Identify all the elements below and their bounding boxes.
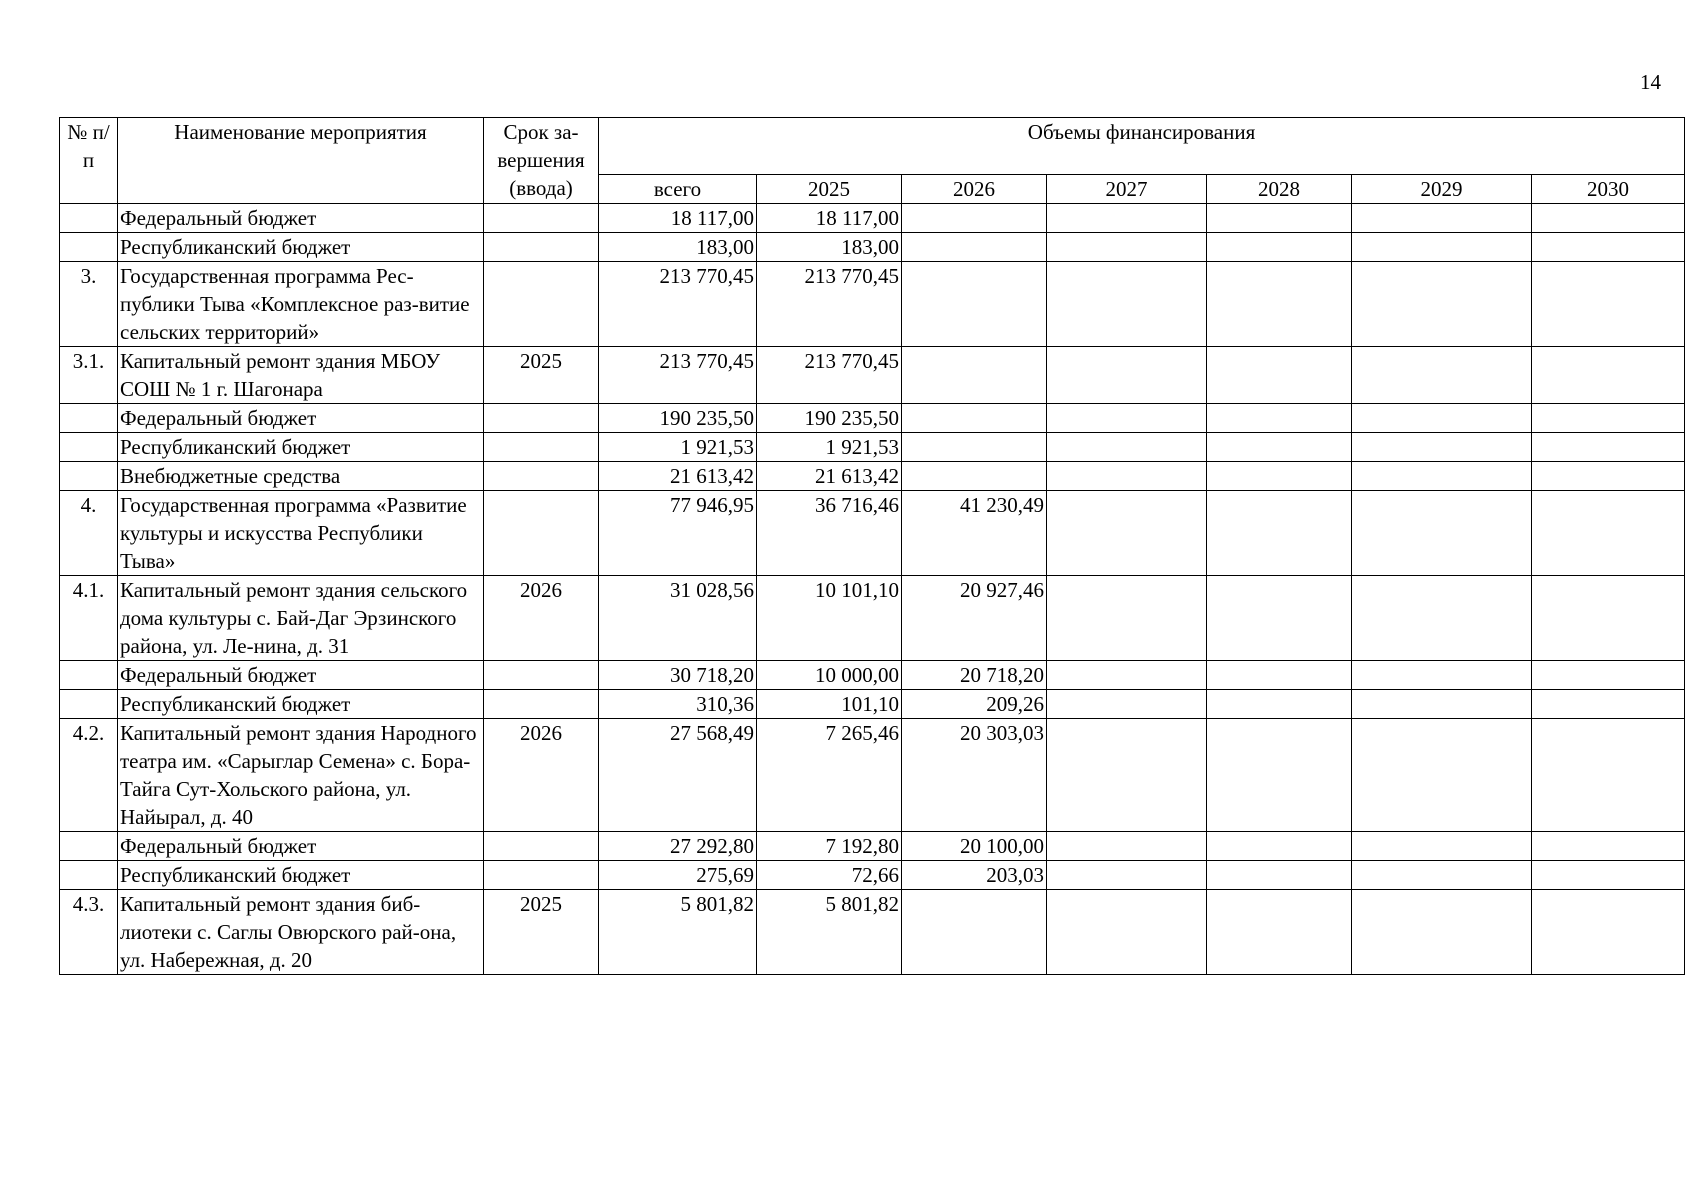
row-2029 bbox=[1352, 462, 1532, 491]
row-2026: 209,26 bbox=[902, 690, 1047, 719]
row-2030 bbox=[1532, 404, 1685, 433]
row-name: Государственная программа Рес-публики Тыва «Комплексное раз-витие сельских территорий» bbox=[118, 262, 484, 347]
row-total: 213 770,45 bbox=[599, 262, 757, 347]
row-2026: 20 100,00 bbox=[902, 832, 1047, 861]
row-2027 bbox=[1047, 347, 1207, 404]
row-2028 bbox=[1207, 690, 1352, 719]
row-number bbox=[60, 690, 118, 719]
row-name: Капитальный ремонт здания Народного театра им. «Сарыглар Семена» с. Бора-Тайга Сут-Хольского района, ул. Найырал, д. 40 bbox=[118, 719, 484, 832]
row-2028 bbox=[1207, 262, 1352, 347]
table-row bbox=[60, 491, 1685, 576]
row-number: 4. bbox=[60, 491, 118, 576]
row-2027 bbox=[1047, 404, 1207, 433]
row-2025: 5 801,82 bbox=[757, 890, 902, 975]
row-2029 bbox=[1352, 861, 1532, 890]
row-2026: 20 718,20 bbox=[902, 661, 1047, 690]
table-row bbox=[60, 433, 1685, 462]
row-term bbox=[484, 491, 599, 576]
row-number bbox=[60, 204, 118, 233]
table-body bbox=[60, 204, 1685, 975]
row-number bbox=[60, 404, 118, 433]
row-2030 bbox=[1532, 233, 1685, 262]
row-term: 2025 bbox=[484, 890, 599, 975]
row-2027 bbox=[1047, 491, 1207, 576]
row-number bbox=[60, 233, 118, 262]
row-term bbox=[484, 262, 599, 347]
row-2030 bbox=[1532, 832, 1685, 861]
row-2027 bbox=[1047, 719, 1207, 832]
row-2029 bbox=[1352, 233, 1532, 262]
row-2026 bbox=[902, 462, 1047, 491]
row-2026: 41 230,49 bbox=[902, 491, 1047, 576]
row-2027 bbox=[1047, 861, 1207, 890]
row-term bbox=[484, 433, 599, 462]
row-2030 bbox=[1532, 661, 1685, 690]
row-term: 2026 bbox=[484, 576, 599, 661]
row-2028 bbox=[1207, 576, 1352, 661]
row-2028 bbox=[1207, 861, 1352, 890]
header-year-2029: 2029 bbox=[1352, 175, 1532, 204]
row-2025: 10 101,10 bbox=[757, 576, 902, 661]
row-2025: 7 192,80 bbox=[757, 832, 902, 861]
row-2025: 183,00 bbox=[757, 233, 902, 262]
row-2027 bbox=[1047, 690, 1207, 719]
row-2028 bbox=[1207, 233, 1352, 262]
row-2025: 10 000,00 bbox=[757, 661, 902, 690]
page-number: 14 bbox=[1640, 70, 1661, 94]
table-row bbox=[60, 462, 1685, 491]
row-term bbox=[484, 661, 599, 690]
row-2025: 190 235,50 bbox=[757, 404, 902, 433]
row-total: 183,00 bbox=[599, 233, 757, 262]
row-2026 bbox=[902, 433, 1047, 462]
row-total: 30 718,20 bbox=[599, 661, 757, 690]
row-2029 bbox=[1352, 204, 1532, 233]
row-2027 bbox=[1047, 433, 1207, 462]
header-year-2030: 2030 bbox=[1532, 175, 1685, 204]
row-2028 bbox=[1207, 404, 1352, 433]
row-name: Внебюджетные средства bbox=[118, 462, 484, 491]
row-total: 310,36 bbox=[599, 690, 757, 719]
row-2029 bbox=[1352, 262, 1532, 347]
row-2027 bbox=[1047, 233, 1207, 262]
row-2025: 101,10 bbox=[757, 690, 902, 719]
row-total: 1 921,53 bbox=[599, 433, 757, 462]
row-term: 2025 bbox=[484, 347, 599, 404]
row-name: Федеральный бюджет bbox=[118, 204, 484, 233]
row-2028 bbox=[1207, 832, 1352, 861]
table-row bbox=[60, 576, 1685, 661]
row-2026 bbox=[902, 233, 1047, 262]
row-term: 2026 bbox=[484, 719, 599, 832]
table-header bbox=[60, 118, 1685, 204]
row-2030 bbox=[1532, 861, 1685, 890]
row-2026 bbox=[902, 204, 1047, 233]
table-row bbox=[60, 719, 1685, 832]
row-2028 bbox=[1207, 719, 1352, 832]
row-2025: 213 770,45 bbox=[757, 347, 902, 404]
row-2027 bbox=[1047, 890, 1207, 975]
row-term bbox=[484, 462, 599, 491]
row-total: 21 613,42 bbox=[599, 462, 757, 491]
row-2028 bbox=[1207, 433, 1352, 462]
row-total: 27 568,49 bbox=[599, 719, 757, 832]
row-total: 275,69 bbox=[599, 861, 757, 890]
row-2030 bbox=[1532, 719, 1685, 832]
header-funding: Объемы финансирования bbox=[599, 118, 1685, 175]
row-total: 190 235,50 bbox=[599, 404, 757, 433]
header-total: всего bbox=[599, 175, 757, 204]
row-name: Федеральный бюджет bbox=[118, 404, 484, 433]
row-2026: 20 303,03 bbox=[902, 719, 1047, 832]
row-2029 bbox=[1352, 719, 1532, 832]
table-row bbox=[60, 861, 1685, 890]
row-2028 bbox=[1207, 462, 1352, 491]
row-name: Республиканский бюджет bbox=[118, 433, 484, 462]
row-2030 bbox=[1532, 890, 1685, 975]
row-2030 bbox=[1532, 347, 1685, 404]
row-2028 bbox=[1207, 890, 1352, 975]
row-term bbox=[484, 404, 599, 433]
header-year-2026: 2026 bbox=[902, 175, 1047, 204]
row-total: 31 028,56 bbox=[599, 576, 757, 661]
row-2025: 213 770,45 bbox=[757, 262, 902, 347]
row-term bbox=[484, 861, 599, 890]
row-2026 bbox=[902, 347, 1047, 404]
row-name: Республиканский бюджет bbox=[118, 861, 484, 890]
row-number: 3. bbox=[60, 262, 118, 347]
row-2029 bbox=[1352, 690, 1532, 719]
row-name: Капитальный ремонт здания биб-лиотеки с. Саглы Овюрского рай-она, ул. Набережная, д. 20 bbox=[118, 890, 484, 975]
row-name: Республиканский бюджет bbox=[118, 233, 484, 262]
table-row bbox=[60, 347, 1685, 404]
row-term bbox=[484, 204, 599, 233]
table-row bbox=[60, 890, 1685, 975]
row-name: Федеральный бюджет bbox=[118, 832, 484, 861]
row-term bbox=[484, 832, 599, 861]
row-2030 bbox=[1532, 262, 1685, 347]
row-term bbox=[484, 690, 599, 719]
row-2027 bbox=[1047, 204, 1207, 233]
row-2030 bbox=[1532, 204, 1685, 233]
row-total: 27 292,80 bbox=[599, 832, 757, 861]
row-total: 213 770,45 bbox=[599, 347, 757, 404]
row-2030 bbox=[1532, 462, 1685, 491]
row-number: 3.1. bbox=[60, 347, 118, 404]
row-2030 bbox=[1532, 690, 1685, 719]
row-number bbox=[60, 661, 118, 690]
row-name: Республиканский бюджет bbox=[118, 690, 484, 719]
row-2025: 36 716,46 bbox=[757, 491, 902, 576]
table-row bbox=[60, 661, 1685, 690]
row-2026 bbox=[902, 404, 1047, 433]
row-2029 bbox=[1352, 491, 1532, 576]
row-2028 bbox=[1207, 491, 1352, 576]
row-2026 bbox=[902, 262, 1047, 347]
row-2029 bbox=[1352, 890, 1532, 975]
row-2030 bbox=[1532, 576, 1685, 661]
row-number bbox=[60, 832, 118, 861]
row-total: 18 117,00 bbox=[599, 204, 757, 233]
row-2028 bbox=[1207, 204, 1352, 233]
row-2025: 21 613,42 bbox=[757, 462, 902, 491]
row-term bbox=[484, 233, 599, 262]
row-number: 4.2. bbox=[60, 719, 118, 832]
row-2026 bbox=[902, 890, 1047, 975]
row-total: 77 946,95 bbox=[599, 491, 757, 576]
row-2027 bbox=[1047, 661, 1207, 690]
row-2025: 18 117,00 bbox=[757, 204, 902, 233]
row-number bbox=[60, 462, 118, 491]
row-number bbox=[60, 861, 118, 890]
funding-table bbox=[59, 117, 1685, 975]
row-2029 bbox=[1352, 661, 1532, 690]
row-name: Государственная программа «Развитие культуры и искусства Республики Тыва» bbox=[118, 491, 484, 576]
row-2029 bbox=[1352, 404, 1532, 433]
row-2029 bbox=[1352, 576, 1532, 661]
row-2030 bbox=[1532, 433, 1685, 462]
header-term: Срок за-вершения (ввода) bbox=[484, 118, 599, 204]
row-2025: 1 921,53 bbox=[757, 433, 902, 462]
row-2029 bbox=[1352, 347, 1532, 404]
table-row bbox=[60, 690, 1685, 719]
table-row bbox=[60, 404, 1685, 433]
row-2026: 20 927,46 bbox=[902, 576, 1047, 661]
row-2027 bbox=[1047, 262, 1207, 347]
row-number bbox=[60, 433, 118, 462]
row-2028 bbox=[1207, 661, 1352, 690]
header-name: Наименование мероприятия bbox=[118, 118, 484, 204]
table-row bbox=[60, 832, 1685, 861]
header-year-2028: 2028 bbox=[1207, 175, 1352, 204]
table-row bbox=[60, 204, 1685, 233]
row-total: 5 801,82 bbox=[599, 890, 757, 975]
row-number: 4.3. bbox=[60, 890, 118, 975]
row-2030 bbox=[1532, 491, 1685, 576]
header-no: № п/п bbox=[60, 118, 118, 204]
row-2029 bbox=[1352, 832, 1532, 861]
row-2025: 72,66 bbox=[757, 861, 902, 890]
row-name: Капитальный ремонт здания МБОУ СОШ № 1 г. Шагонара bbox=[118, 347, 484, 404]
header-year-2027: 2027 bbox=[1047, 175, 1207, 204]
row-2027 bbox=[1047, 462, 1207, 491]
row-2027 bbox=[1047, 832, 1207, 861]
row-2028 bbox=[1207, 347, 1352, 404]
row-name: Федеральный бюджет bbox=[118, 661, 484, 690]
table-row bbox=[60, 233, 1685, 262]
row-2026: 203,03 bbox=[902, 861, 1047, 890]
row-2029 bbox=[1352, 433, 1532, 462]
row-number: 4.1. bbox=[60, 576, 118, 661]
table-row bbox=[60, 262, 1685, 347]
row-2027 bbox=[1047, 576, 1207, 661]
row-2025: 7 265,46 bbox=[757, 719, 902, 832]
row-name: Капитальный ремонт здания сельского дома культуры с. Бай-Даг Эрзинского района, ул. Ле-нина, д. 31 bbox=[118, 576, 484, 661]
header-year-2025: 2025 bbox=[757, 175, 902, 204]
